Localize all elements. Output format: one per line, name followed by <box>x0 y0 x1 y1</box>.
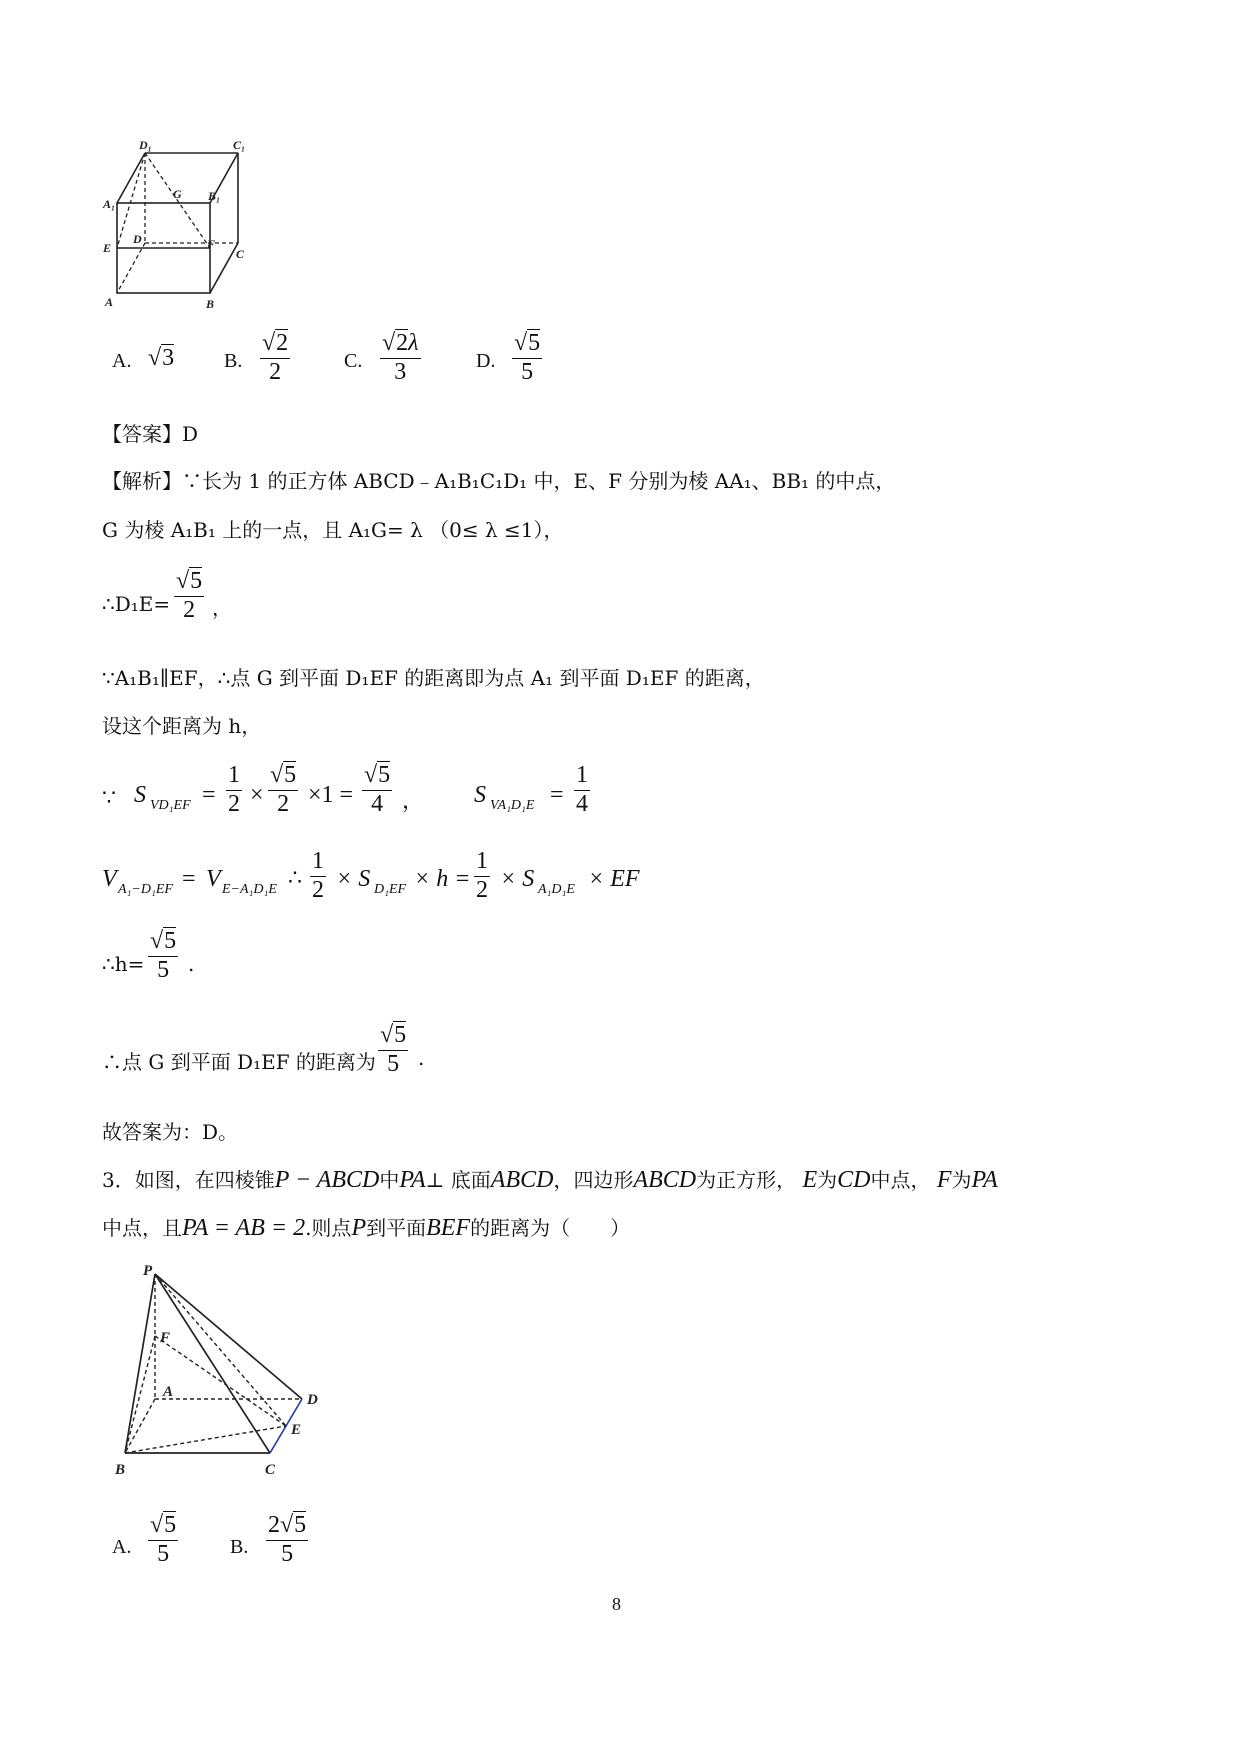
label-e2: E <box>291 1422 302 1438</box>
d1e-value: $\frac{√5}{2}$ <box>176 568 203 623</box>
distance-value: $\frac{√5}{5}$ <box>380 1022 407 1077</box>
page-number: 8 <box>612 1594 621 1614</box>
answer-line <box>102 418 198 447</box>
label-p: P <box>143 1263 153 1279</box>
label-c1: C₁ <box>233 138 246 152</box>
option-c-label: C. <box>344 350 363 372</box>
q3-option-b-value: $\frac{2√5}{5}$ <box>268 1512 307 1567</box>
cube-figure <box>105 140 285 310</box>
label-a1: A₁ <box>103 197 116 211</box>
option-c-value: $\frac{√2\lambda}{3}$ <box>382 330 419 385</box>
answer-tag: 【答案】 <box>102 422 182 446</box>
option-b-value: $\frac{√2}{2}$ <box>262 330 289 385</box>
pyramid-figure <box>105 1262 335 1484</box>
label-f: F <box>207 237 216 251</box>
option-a-value: √3 <box>148 345 175 371</box>
option-a-label: A. <box>112 350 132 372</box>
q3-line1: 3．如图，在四棱锥P − ABCD中PA⊥ 底面ABCD，四边形ABCD为正方形， E为CD中点， F为PA <box>102 1167 998 1193</box>
q3-option-a-value: $\frac{√5}{5}$ <box>150 1512 177 1567</box>
analysis-tag: 【解析】 <box>102 469 182 493</box>
option-d-label: D. <box>476 350 496 372</box>
analysis-line2: G 为棱 A₁B₁ 上的一点，且 A₁G= λ （0≤ λ ≤1）， <box>102 518 564 542</box>
option-d-value: $\frac{√5}{5}$ <box>514 330 541 385</box>
answer-value: D <box>182 422 199 446</box>
label-f2: F <box>160 1330 171 1346</box>
label-b1: B₁ <box>208 189 221 203</box>
label-c2: C <box>265 1462 276 1478</box>
analysis-conclusion: 故答案为：D。 <box>102 1120 239 1144</box>
label-a2: A <box>163 1384 174 1400</box>
label-c: C <box>236 247 245 261</box>
analysis-line7: V A₁−D₁EF = V E−A₁D₁E ∴ $\frac{1}{2}$ × S D₁EF × h = $\frac{1}{2}$ × S A₁D₁E × EF <box>102 848 640 903</box>
label-d2: D <box>307 1392 318 1408</box>
label-b2: B <box>115 1462 126 1478</box>
label-b: B <box>206 297 215 311</box>
analysis-line5: 设这个距离为 h， <box>102 714 262 738</box>
analysis-line1: 【解析】∵长为 1 的正方体 ABCD﹣A₁B₁C₁D₁ 中，E、F 分别为棱 AA₁、BB₁ 的中点， <box>102 469 896 493</box>
label-g: G <box>173 187 182 201</box>
option-b-label: B. <box>224 350 243 372</box>
q3-line2: 中点，且PA = AB = 2.则点P到平面BEF的距离为（ ） <box>102 1215 631 1241</box>
label-a: A <box>105 295 114 309</box>
analysis-line4: ∵A₁B₁∥EF，∴点 G 到平面 D₁EF 的距离即为点 A₁ 到平面 D₁EF 的距离， <box>102 666 765 690</box>
h-value: $\frac{√5}{5}$ <box>150 928 177 983</box>
label-e: E <box>103 241 112 255</box>
analysis-line6: ∵ S VD₁EF = $\frac{1}{2}$ × $\frac{√5}{2}$ ×1 = $\frac{√5}{4}$ ， S VA₁D₁E = $\frac{1}{4}$ <box>102 762 588 817</box>
label-d1: D₁ <box>139 138 152 152</box>
label-d: D <box>133 232 142 246</box>
